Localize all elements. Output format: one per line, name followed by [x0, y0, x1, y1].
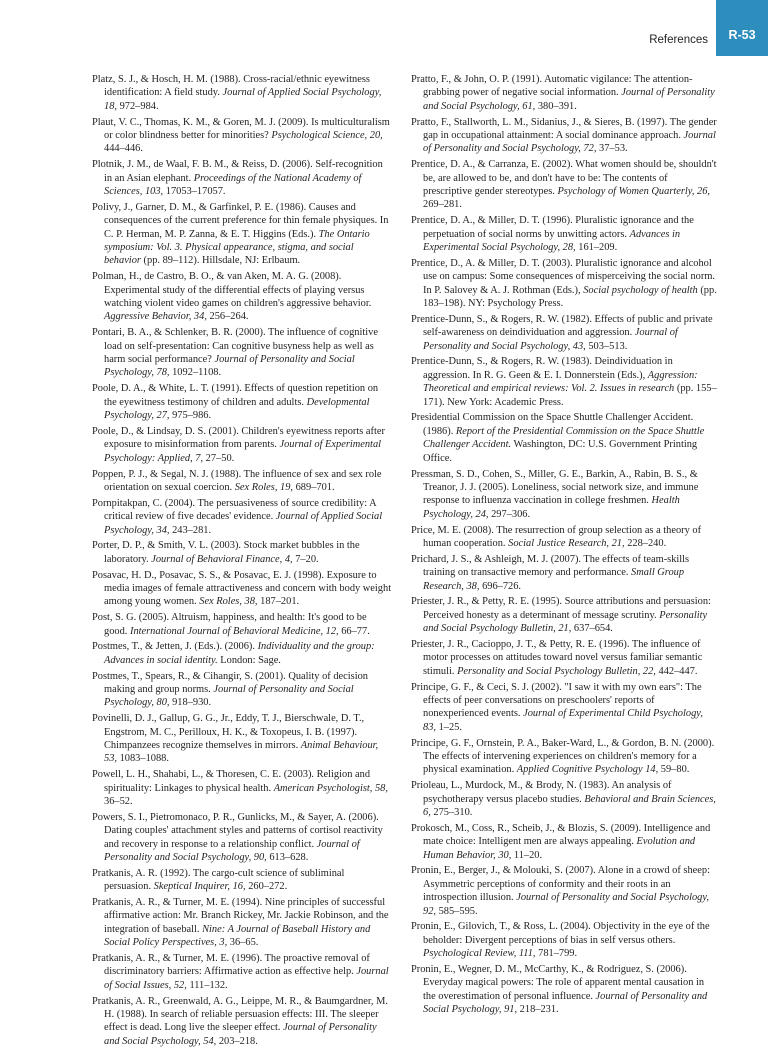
reference-pages: 269–281. [423, 199, 462, 211]
reference-source: Animal Behaviour, 53, [104, 739, 379, 765]
reference-text: Prentice-Dunn, S., & Rogers, R. W. (1983). Deindividuation in aggression. In R. G. Geen & E. I. Donnerstein (Eds.), [411, 356, 673, 381]
reference-text: Pronin, E., Gilovich, T., & Ross, L. (2004). Objectivity in the eye of the beholder: Divergent perceptions of bias in self versus others. [411, 921, 710, 946]
reference-pages: 696–726. [479, 580, 522, 592]
reference-entry [92, 640, 392, 667]
reference-source: Developmental Psychology, 27, [104, 396, 370, 422]
reference-pages: 36–52. [104, 795, 133, 807]
reference-pages: 1–25. [436, 721, 462, 733]
reference-text: Platz, S. J., & Hosch, H. M. (1988). Cross-racial/ethnic eyewitness identification: A field study. [92, 74, 370, 99]
reference-text: Priester, J. R., & Petty, R. E. (1995). Source attributions and persuasion: Perceived honesty as a determinant of message scrutiny. [411, 596, 711, 621]
reference-text: Prichard, J. S., & Ashleigh, M. J. (2007). The effects of team-skills training on transactive memory and performance. [411, 553, 690, 579]
reference-pages: London: Sage. [217, 654, 281, 666]
reference-source: Journal of Personality and Social Psychology, 92, [423, 892, 710, 917]
reference-entry [411, 779, 717, 819]
reference-entry [92, 811, 392, 865]
reference-pages: 689–701. [293, 481, 335, 493]
reference-pages: (pp. 89–112). Hillsdale, NJ: Erlbaum. [140, 255, 301, 267]
reference-source: Social psychology of health [583, 284, 698, 296]
reference-text: Pontari, B. A., & Schlenker, B. R. (2000). The influence of cognitive load on self-presentation: Can cognitive busyness help as well as harm social performance? [92, 327, 378, 366]
reference-pages: 918–930. [169, 697, 212, 709]
reference-source: International Journal of Behavioral Medicine, 12, [129, 625, 339, 637]
reference-text: Pratkanis, A. R., & Turner, M. E. (1994). Nine principles of successful affirmative action: Mr. Branch Rickey, Mr. Jackie Robinson, and the integration of baseball. [92, 896, 389, 935]
reference-text: Pratkanis, A. R., Greenwald, A. G., Leippe, M. R., & Baumgardner, M. H. (1988). In search of reliable persuasion effects: III. The sleeper effect is dead. Long live the sleeper effect. [92, 995, 388, 1034]
reference-column-left [92, 73, 392, 1051]
reference-source: The Ontario symposium: Vol. 3. Physical appearance, stigma, and social behavior [104, 228, 370, 267]
reference-entry [411, 864, 717, 918]
reference-text: Powell, L. H., Shahabi, L., & Thoresen, C. E. (2003). Religion and spirituality: Linkages to physical health. [92, 769, 371, 794]
reference-entry [92, 158, 392, 198]
reference-pages: 260–272. [245, 881, 288, 893]
reference-source: Skeptical Inquirer, 16, [153, 881, 246, 893]
reference-entry [411, 214, 717, 254]
reference-text: Prioleau, L., Murdock, M., & Brody, N. (1983). An analysis of psychotherapy versus placebo studies. [411, 780, 672, 805]
reference-entry [92, 539, 392, 566]
reference-text: Postmes, T., & Jetten, J. (Eds.). (2006). [92, 641, 258, 653]
reference-source: Nine: A Journal of Baseball History and Social Policy Perspectives, 3, [104, 923, 371, 949]
section-title: References [649, 34, 708, 46]
reference-source: Psychological Science, 20, [271, 130, 383, 142]
reference-entry [92, 116, 392, 156]
reference-pages: 66–77. [338, 625, 370, 637]
reference-text: Prentice-Dunn, S., & Rogers, R. W. (1982). Effects of public and private self-awareness on deindividuation and aggression. [411, 313, 713, 339]
reference-text: Principe, G. F., Ornstein, P. A., Baker-Ward, L., & Gordon, B. N. (2000). The effects of intervening experiences on children's memory for a physical examination. [411, 737, 715, 776]
reference-entry [411, 468, 717, 522]
reference-text: Prokosch, M., Coss, R., Scheib, J., & Blozis, S. (2009). Intelligence and mate choice: Intelligent men are always appealing. [411, 822, 711, 848]
reference-entry [411, 355, 717, 409]
reference-pages: 17053–17057. [163, 186, 226, 198]
reference-pages: 161–209. [575, 242, 618, 254]
reference-source: Health Psychology, 24, [423, 495, 680, 520]
reference-source: Psychology of Women Quarterly, 26, [557, 186, 711, 198]
reference-text: Plaut, V. C., Thomas, K. M., & Goren, M. J. (2009). Is multiculturalism or color blindness better for minorities? [92, 116, 390, 142]
reference-source: Applied Cognitive Psychology 14, [516, 764, 659, 776]
reference-entry [92, 896, 392, 950]
reference-entry [411, 920, 717, 960]
reference-text: Pratkanis, A. R., & Turner, M. E. (1996). The proactive removal of discriminatory barriers: Affirmative action as effective help. [92, 953, 370, 978]
reference-text: Pressman, S. D., Cohen, S., Miller, G. E., Barkin, A., Rabin, B. S., & Treanor, J. J. (2005). Loneliness, social network size, and immune response to influenza vaccination in college freshmen. [411, 468, 699, 507]
reference-entry [411, 116, 717, 156]
reference-entry [411, 595, 717, 635]
reference-source: Journal of Personality and Social Psychology, 78, [104, 354, 355, 379]
reference-pages: Washington, DC: U.S. Government Printing Office. [423, 439, 698, 464]
reference-source: Journal of Personality and Social Psychology, 72, [423, 130, 716, 155]
reference-source: Journal of Behavioral Finance, 4, [151, 553, 293, 565]
reference-entry [92, 768, 392, 808]
reference-entry [92, 468, 392, 495]
reference-source: Social Justice Research, 21, [508, 537, 625, 549]
reference-entry [92, 867, 392, 894]
reference-entry [411, 681, 717, 735]
reference-text: Price, M. E. (2008). The resurrection of group selection as a theory of human cooperation. [411, 524, 702, 549]
reference-entry [92, 995, 392, 1049]
reference-source: Journal of Personality and Social Psychology, 43, [423, 327, 678, 352]
reference-entry [92, 670, 392, 710]
reference-pages: 59–80. [658, 764, 690, 776]
reference-source: American Psychologist, 58, [273, 782, 388, 794]
reference-text: Poole, D. A., & White, L. T. (1991). Effects of question repetition on the eyewitness testimony of children and adults. [92, 383, 379, 408]
reference-source: Sex Roles, 19, [234, 481, 294, 493]
reference-pages: 36–65. [227, 937, 259, 949]
reference-entry [411, 411, 717, 465]
reference-source: Proceedings of the National Academy of Sciences, 103, [104, 172, 362, 198]
page-number: R-53 [728, 28, 756, 42]
reference-entry [92, 73, 392, 113]
reference-entry [92, 326, 392, 380]
reference-text: Postmes, T., Spears, R., & Cihangir, S. (2001). Quality of decision making and group norms. [92, 670, 368, 695]
reference-source: Personality and Social Psychology Bulletin, 21, [423, 609, 708, 635]
reference-source: Journal of Experimental Child Psychology, 83, [423, 708, 703, 733]
reference-text: Pronin, E., Berger, J., & Molouki, S. (2007). Alone in a crowd of sheep: Asymmetric perceptions of conformity and their roots in an introspection illusion. [411, 865, 710, 904]
reference-source: Small Group Research, 38, [423, 567, 685, 592]
reference-entry [411, 963, 717, 1017]
reference-text: Polivy, J., Garner, D. M., & Garfinkel, P. E. (1986). Causes and consequences of the current preference for thin female physiques. In C. P. Herman, M. P. Zanna, & E. T. Higgins (Eds.). [92, 201, 389, 240]
reference-source: Journal of Social Issues, 52, [104, 966, 389, 991]
reference-pages: 637–654. [571, 623, 613, 635]
reference-source: Journal of Experimental Psychology: Applied, 7, [104, 439, 382, 464]
reference-source: Aggressive Behavior, 34, [104, 311, 207, 323]
reference-source: Aggression: Theoretical and empirical reviews: Vol. 2. Issues in research [423, 369, 698, 395]
reference-source: Individuality and the group: Advances in social identity. [104, 641, 375, 666]
reference-entry [411, 158, 717, 212]
reference-text: Priester, J. R., Cacioppo, J. T., & Petty, R. E. (1996). The influence of motor processes on attitudes toward novel versus familiar semantic stimuli. [411, 638, 703, 677]
reference-pages: 613–628. [266, 851, 309, 863]
reference-entry [92, 270, 392, 324]
reference-pages: 380–391. [535, 100, 577, 112]
reference-source: Journal of Personality and Social Psychology, 54, [104, 1022, 377, 1047]
reference-pages: 37–53. [596, 143, 628, 155]
reference-text: Prentice, D. A., & Miller, D. T. (1996). Pluralistic ignorance and the perpetuation of social norms by unwitting actors. [411, 215, 694, 240]
reference-pages: 1083–1088. [117, 753, 169, 765]
reference-pages: 444–446. [104, 143, 143, 155]
reference-source: Psychological Review, 111, [423, 948, 536, 960]
reference-entry [92, 611, 392, 638]
reference-pages: (pp. 155–171). New York: Academic Press. [423, 383, 717, 408]
reference-pages: (pp. 183–198). NY: Psychology Press. [423, 284, 717, 310]
reference-pages: 218–231. [517, 1004, 559, 1016]
reference-pages: 275–310. [430, 806, 473, 818]
reference-text: Polman, H., de Castro, B. O., & van Aken, M. A. G. (2008). Experimental study of the differential effects of playing versus watching violent video games on children's aggressive behavior. [92, 271, 372, 310]
reference-entry [411, 553, 717, 593]
reference-entry [411, 257, 717, 311]
reference-pages: 972–984. [117, 100, 159, 112]
reference-text: Posavac, H. D., Posavac, S. S., & Posavac, E. J. (1998). Exposure to media images of female attractiveness and concern with body weight among young women. [92, 569, 392, 608]
reference-pages: 111–132. [186, 979, 228, 991]
reference-source: Journal of Applied Social Psychology, 18, [104, 87, 382, 112]
reference-pages: 228–240. [624, 537, 667, 549]
reference-entry [411, 737, 717, 777]
reference-entry [92, 569, 392, 609]
reference-entry [92, 382, 392, 422]
reference-text: Post, S. G. (2005). Altruism, happiness, and health: It's good to be good. [92, 612, 367, 637]
reference-entry [411, 822, 717, 862]
reference-pages: 256–264. [206, 311, 249, 323]
reference-source: Journal of Personality and Social Psychology, 90, [104, 838, 360, 863]
reference-entry [411, 73, 717, 113]
reference-pages: 1092–1108. [169, 367, 222, 379]
reference-column-right [411, 73, 717, 1019]
reference-pages: 585–595. [436, 905, 478, 917]
reference-pages: 7–20. [292, 553, 319, 565]
reference-source: Advances in Experimental Social Psychology, 28, [423, 228, 681, 254]
reference-text: Pratkanis, A. R. (1992). The cargo-cult science of subliminal persuasion. [92, 867, 345, 893]
reference-source: Personality and Social Psychology Bulletin, 22, [457, 665, 656, 677]
reference-pages: 11–20. [511, 849, 543, 861]
reference-text: Prentice, D. A., & Carranza, E. (2002). What women should be, shouldn't be, are allowed to be, and don't have to be: The contents of prescriptive gender stereotypes. [411, 159, 717, 198]
reference-text: Presidential Commission on the Space Shuttle Challenger Accident. (1986). [411, 412, 694, 437]
reference-entry [92, 425, 392, 465]
reference-pages: 781–799. [535, 948, 578, 960]
reference-text: Principe, G. F., & Ceci, S. J. (2002). "I saw it with my own ears": The effects of peer conversations on preschoolers' reports of nonexperienced events. [411, 681, 702, 720]
reference-entry [411, 313, 717, 353]
reference-text: Poppen, P. J., & Segal, N. J. (1988). The influence of sex and sex role orientation on sexual coercion. [92, 468, 382, 493]
reference-source: Report of the Presidential Commission on the Space Shuttle Challenger Accident. [423, 425, 705, 451]
reference-pages: 503–513. [585, 340, 628, 352]
reference-pages: 187–201. [257, 596, 300, 608]
reference-text: Powers, S. I., Pietromonaco, P. R., Gunlicks, M., & Sayer, A. (2006). Dating couples' attachment styles and patterns of cortisol reactivity and recovery in response to a relationship conflict. [92, 811, 383, 850]
reference-entry [92, 497, 392, 537]
reference-text: Porter, D. P., & Smith, V. L. (2003). Stock market bubbles in the laboratory. [92, 540, 360, 565]
reference-source: Journal of Personality and Social Psychology, 61, [423, 87, 715, 112]
reference-source: Behavioral and Brain Sciences, 6, [423, 793, 716, 818]
reference-source: Journal of Applied Social Psychology, 34, [104, 511, 383, 536]
reference-text: Povinelli, D. J., Gallup, G. G., Jr., Eddy, T. J., Bierschwale, D. T., Engstrom, M. C., Perilloux, H. K., & Toxopeus, I. B. (1997). Chimpanzees recognize themselves in mirrors. [92, 713, 365, 751]
reference-pages: 243–281. [169, 524, 212, 536]
reference-source: Journal of Personality and Social Psychology, 91, [423, 990, 708, 1016]
reference-text: Pratto, F., Stallworth, L. M., Sidanius, J., & Sieres, B. (1997). The gender gap in occupational attainment: A social dominance approach. [411, 116, 717, 142]
page-number-tab [716, 0, 768, 56]
reference-entry [92, 952, 392, 992]
reference-text: Plotnik, J. M., de Waal, F. B. M., & Reiss, D. (2006). Self-recognition in an Asian elephant. [92, 159, 383, 184]
reference-text: Pornpitakpan, C. (2004). The persuasiveness of source credibility: A critical review of five decades' evidence. [92, 497, 377, 523]
reference-source: Journal of Personality and Social Psychology, 80, [104, 683, 354, 709]
reference-text: Pronin, E., Wegner, D. M., McCarthy, K., & Rodriguez, S. (2006). Everyday magical powers: The role of apparent mental causation in the overestimation of personal influence. [411, 964, 705, 1002]
reference-pages: 203–218. [216, 1035, 258, 1047]
reference-entry [411, 638, 717, 678]
reference-entry [92, 712, 392, 766]
reference-source: Evolution and Human Behavior, 30, [423, 836, 696, 861]
reference-pages: 442–447. [655, 665, 698, 677]
reference-text: Poole, D., & Lindsay, D. S. (2001). Children's eyewitness reports after exposure to misinformation from parents. [92, 425, 385, 451]
reference-source: Sex Roles, 38, [199, 596, 258, 608]
reference-pages: 975–986. [169, 410, 212, 422]
reference-pages: 27–50. [203, 452, 235, 464]
reference-text: Prentice, D., A. & Miller, D. T. (2003). Pluralistic ignorance and alcohol use on campus: Some consequences of misperceiving the social norm. In P. Salovey & A. J. Rothman (Eds.), [411, 257, 716, 296]
reference-pages: 297–306. [488, 508, 531, 520]
reference-text: Pratto, F., & John, O. P. (1991). Automatic vigilance: The attention-grabbing power of negative social information. [411, 74, 693, 99]
reference-entry [411, 524, 717, 551]
reference-entry [92, 201, 392, 268]
